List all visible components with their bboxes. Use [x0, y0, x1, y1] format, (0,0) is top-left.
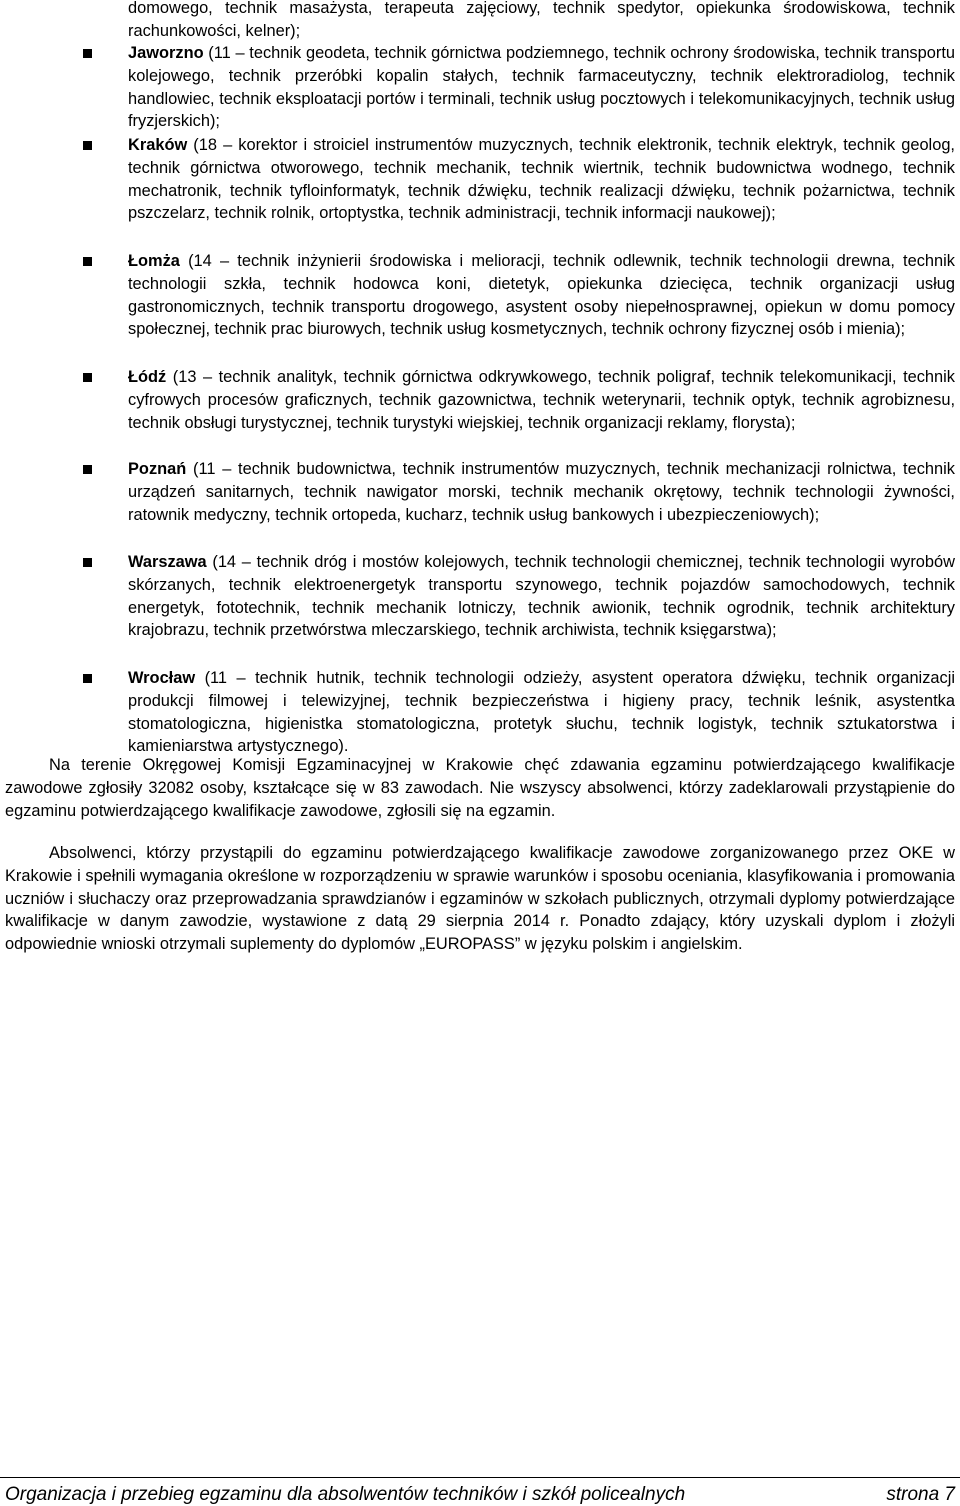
continuation-text: domowego, technik masażysta, terapeuta zajęciowy, technik spedytor, opiekunka środowiskowa, technik rachunkowości, kelner);	[128, 0, 955, 40]
bullet-icon	[83, 141, 92, 150]
footer-divider	[0, 1477, 960, 1478]
bullet-icon	[83, 558, 92, 567]
city-name: Poznań	[128, 460, 187, 478]
city-description: (18 – korektor i stroiciel instrumentów muzycznych, technik elektronik, technik elektryk, technik geolog, technik górnictwa otworowego, technik mechanik, technik wiertnik, technik budownictwa wodnego, technik mechatronik, technik tyfloinformatyk, technik dźwięku, technik realizacji dźwięku, technik pożarnictwa, technik pszczelarz, technik rolnik, ortoptystka, technik administracji, technik informacji naukowej);	[128, 136, 955, 223]
city-description: (14 – technik dróg i mostów kolejowych, technik technologii chemicznej, technik technologii wyrobów skórzanych, technik elektroenergetyk transportu szynowego, technik pojazdów samochodowych, technik energetyk, fototechnik, technik mechanik lotniczy, technik awionik, technik ogrodnik, technik architektury krajobrazu, technik przetwórstwa mleczarskiego, technik archiwista, technik księgarstwa);	[128, 553, 955, 640]
bullet-icon	[83, 674, 92, 683]
city-name: Łomża	[128, 252, 180, 270]
city-name: Wrocław	[128, 669, 196, 687]
city-description: (11 – technik geodeta, technik górnictwa podziemnego, technik ochrony środowiska, technik transportu kolejowego, technik przeróbki kopalin stałych, technik farmaceutyczny, technik elektroradiolog, technik handlowiec, technik eksploatacji portów i terminali, technik usług pocztowych i telekomunikacyjnych, technik usług fryzjerskich);	[128, 44, 955, 131]
city-description: (14 – technik inżynierii środowiska i melioracji, technik odlewnik, technik technologii drewna, technik technologii szkła, technik hodowca koni, dietetyk, opiekunka dziecięca, technik organizacji usług gastronomicznych, technik transportu drogowego, asystent osoby niepełnosprawnej, opiekun w domu pomocy społecznej, technik prac biurowych, technik usług kosmetycznych, technik ochrony fizycznej osób i mienia);	[128, 252, 955, 339]
footer-title: Organizacja i przebieg egzaminu dla absolwentów techników i szkół policealnych	[5, 1484, 686, 1505]
city-name: Jaworzno	[128, 44, 204, 62]
page-number: strona 7	[886, 1484, 955, 1505]
city-description: (11 – technik budownictwa, technik instrumentów muzycznych, technik mechanizacji rolnictwa, technik urządzeń sanitarnych, technik nawigator morski, technik mechanik okrętowy, technik technologii żywności, ratownik medyczny, technik ortopeda, kucharz, technik usług bankowych i ubezpieczeniowych);	[128, 460, 955, 524]
city-name: Kraków	[128, 136, 188, 154]
paragraph-diplomas: Absolwenci, którzy przystąpili do egzaminu potwierdzającego kwalifikacje zawodowe zorganizowanego przez OKE w Krakowie i spełnili wymagania określone w rozporządzeniu w sprawie warunków i sposobu oceniania, klasyfikowania i promowania uczniów i słuchaczy oraz przeprowadzania sprawdzianów i egzaminów w szkołach publicznych, otrzymali dyplomy potwierdzające kwalifikacje w danym zawodzie, wystawione z datą 29 sierpnia 2014 r. Ponadto zdający, który uzyskali dyplom i złożyli odpowiednie wnioski otrzymali suplementy do dyplomów „EUROPASS” w języku polskim i angielskim.	[5, 844, 955, 954]
bullet-icon	[83, 49, 92, 58]
list-continuation	[128, 0, 955, 43]
bullet-icon	[83, 373, 92, 382]
city-name: Warszawa	[128, 553, 207, 571]
city-description: (13 – technik analityk, technik górnictwa odkrywkowego, technik poligraf, technik telekomunikacji, technik cyfrowych procesów graficznych, technik gazownictwa, technik weterynarii, technik optyk, technik agrobiznesu, technik obsługi turystycznej, technik turystyki wiejskiej, technik organizacji reklamy, florysta);	[128, 368, 955, 432]
paragraph-registration: Na terenie Okręgowej Komisji Egzaminacyjnej w Krakowie chęć zdawania egzaminu potwierdzającego kwalifikacje zawodowe zgłosiły 32082 osoby, kształcące się w 83 zawodach. Nie wszyscy absolwenci, którzy zadeklarowali przystąpienie do egzaminu potwierdzającego kwalifikacje zawodowe, zgłosili się na egzamin.	[5, 756, 955, 820]
bullet-icon	[83, 257, 92, 266]
bullet-icon	[83, 465, 92, 474]
city-description: (11 – technik hutnik, technik technologii odzieży, asystent operatora dźwięku, technik organizacji produkcji filmowej i telewizyjnej, technik bezpieczeństwa i higieny pracy, technik leśnik, asystentka stomatologiczna, higienistka stomatologiczna, protetyk słuchu, technik logistyk, technik sztukatorstwa i kamieniarstwa artystycznego).	[128, 669, 955, 756]
city-name: Łódź	[128, 368, 167, 386]
